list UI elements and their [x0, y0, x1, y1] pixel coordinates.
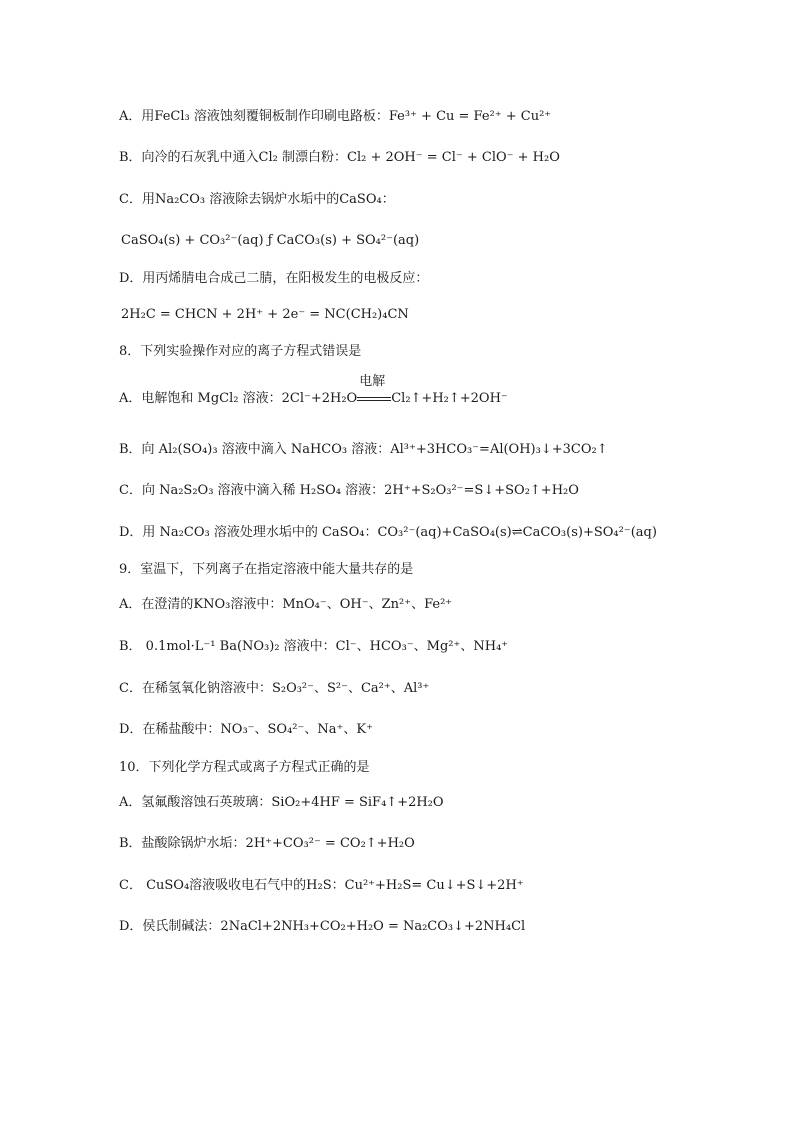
q10-option-a: A．氢氟酸溶蚀石英玻璃：SiO₂+4HF = SiF₄↑+2H₂O — [119, 795, 444, 810]
q8-stem: 8．下列实验操作对应的离子方程式错误是 — [119, 344, 362, 359]
electrolysis-condition — [357, 374, 391, 408]
double-line-sign — [357, 397, 391, 401]
q8-option-a-left: A．电解饱和 MgCl₂ 溶液：2Cl⁻+2H₂O — [119, 391, 358, 406]
q10-option-c: C． CuSO₄溶液吸收电石气中的H₂S：Cu²⁺+H₂S= Cu↓+S↓+2H⁺ — [119, 878, 524, 893]
q8-option-c: C．向 Na₂S₂O₃ 溶液中滴入稀 H₂SO₄ 溶液：2H⁺+S₂O₃²⁻=S↓+SO₂↑+H₂O — [119, 483, 579, 498]
q9-stem: 9．室温下，下列离子在指定溶液中能大量共存的是 — [119, 562, 414, 577]
q7-option-c-equation: CaSO₄(s) + CO₃²⁻(aq) ƒ CaCO₃(s) + SO₄²⁻(aq) — [121, 233, 420, 248]
q8-option-d: D．用 Na₂CO₃ 溶液处理水垢中的 CaSO₄：CO₃²⁻(aq)+CaSO₄(s)⇌CaCO₃(s)+SO₄²⁻(aq) — [119, 525, 657, 540]
q7-option-b: B．向冷的石灰乳中通入Cl₂ 制漂白粉：Cl₂ + 2OH⁻ = Cl⁻ + ClO⁻ + H₂O — [119, 150, 560, 165]
q7-option-d-equation: 2H₂C = CHCN + 2H⁺ + 2e⁻ = NC(CH₂)₄CN — [121, 307, 409, 322]
q8-option-a-right: Cl₂↑+H₂↑+2OH⁻ — [391, 391, 508, 406]
q9-option-a: A．在澄清的KNO₃溶液中：MnO₄⁻、OH⁻、Zn²⁺、Fe²⁺ — [119, 597, 453, 612]
q9-option-c: C．在稀氢氧化钠溶液中：S₂O₃²⁻、S²⁻、Ca²⁺、Al³⁺ — [119, 681, 430, 696]
q8-option-a — [119, 374, 508, 408]
q7-option-c: C．用Na₂CO₃ 溶液除去锅炉水垢中的CaSO₄： — [119, 192, 395, 207]
q9-option-b: B． 0.1mol·L⁻¹ Ba(NO₃)₂ 溶液中：Cl⁻、HCO₃⁻、Mg²⁺、NH₄⁺ — [119, 639, 509, 654]
q9-option-d: D．在稀盐酸中：NO₃⁻、SO₄²⁻、Na⁺、K⁺ — [119, 722, 373, 737]
q10-option-b: B．盐酸除锅炉水垢：2H⁺+CO₃²⁻ = CO₂↑+H₂O — [119, 836, 415, 851]
q7-option-a: A．用FeCl₃ 溶液蚀刻覆铜板制作印刷电路板：Fe³⁺ + Cu = Fe²⁺ + Cu²⁺ — [119, 109, 552, 124]
q10-stem: 10．下列化学方程式或离子方程式正确的是 — [119, 760, 370, 775]
q8-option-b: B．向 Al₂(SO₄)₃ 溶液中滴入 NaHCO₃ 溶液：Al³⁺+3HCO₃⁻=Al(OH)₃↓+3CO₂↑ — [119, 442, 608, 457]
q10-option-d: D．侯氏制碱法：2NaCl+2NH₃+CO₂+H₂O = Na₂CO₃↓+2NH₄Cl — [119, 919, 526, 934]
q7-option-d: D．用丙烯腈电合成己二腈，在阳极发生的电极反应： — [119, 271, 429, 286]
electrolysis-label: 电解 — [359, 374, 386, 389]
